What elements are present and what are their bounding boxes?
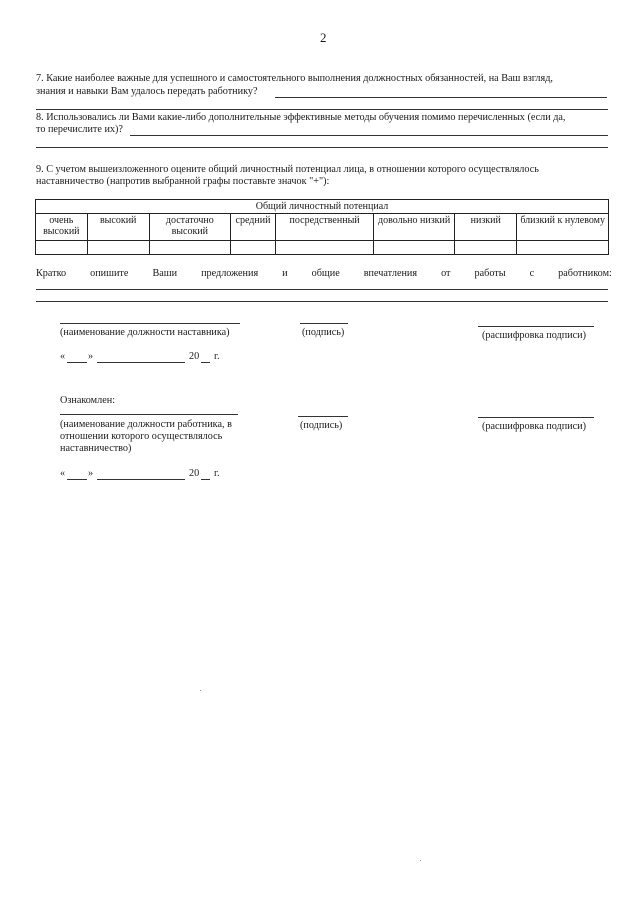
answer-8-line-1[interactable] (130, 135, 608, 136)
mentor-date-open-quote: « (60, 351, 66, 362)
column-high: высокий (87, 214, 149, 241)
column-low: низкий (455, 214, 517, 241)
mark-cell-fairly-high[interactable] (149, 241, 230, 255)
mentor-signature-line[interactable] (300, 323, 348, 324)
employee-position-caption-line-1: (наименование должности работника, в (60, 419, 232, 430)
summary-word: работником: (558, 268, 612, 279)
summary-word: и (282, 268, 288, 279)
summary-answer-line-1[interactable] (36, 289, 608, 290)
mentor-decoding-line[interactable] (478, 326, 594, 327)
employee-signature-line[interactable] (298, 416, 348, 417)
employee-decoding-line[interactable] (478, 417, 594, 418)
acquainted-label: Ознакомлен: (60, 395, 116, 406)
employee-date-year[interactable] (201, 479, 210, 480)
question-7-line-1: 7. Какие наиболее важные для успешного и самостоятельного выполнения должностных обязанностей, на Ваш взгляд, (36, 73, 553, 84)
column-rather-low: довольно низкий (374, 214, 455, 241)
scan-speck (420, 860, 421, 861)
employee-date-year-prefix: 20 (189, 468, 200, 479)
mentor-position-caption: (наименование должности наставника) (60, 327, 230, 338)
question-8-line-1: 8. Использовались ли Вами какие-либо дополнительные эффективные методы обучения помимо перечисленных (если да, (36, 112, 566, 123)
mentor-date-month[interactable] (97, 362, 185, 363)
mentor-date-year[interactable] (201, 362, 210, 363)
employee-date-open-quote: « (60, 468, 66, 479)
summary-word: с (529, 268, 535, 279)
mark-cell-average[interactable] (230, 241, 275, 255)
summary-answer-line-2[interactable] (36, 301, 608, 302)
summary-prompt (36, 268, 612, 280)
potential-table (35, 199, 609, 255)
summary-word: от (441, 268, 451, 279)
summary-word: Ваши (152, 268, 178, 279)
mentor-date-year-prefix: 20 (189, 351, 200, 362)
column-near-zero: близкий к нулевому (517, 214, 609, 241)
column-average: средний (230, 214, 275, 241)
question-7-line-2: знания и навыки Вам удалось передать работнику? (36, 86, 258, 97)
question-9-line-1: 9. С учетом вышеизложенного оцените общий личностный потенциал лица, в отношении которого осуществлялось (36, 164, 539, 175)
summary-word: работы (474, 268, 506, 279)
column-very-high: очень высокий (36, 214, 88, 241)
employee-decoding-caption: (расшифровка подписи) (482, 421, 586, 432)
answer-8-line-2[interactable] (36, 147, 608, 148)
summary-word: впечатления (363, 268, 418, 279)
column-mediocre: посредственный (276, 214, 374, 241)
mentor-position-line[interactable] (60, 323, 240, 324)
summary-word: опишите (90, 268, 129, 279)
question-9-line-2: наставничество (напротив выбранной графы поставьте значок "+"): (36, 176, 330, 187)
employee-position-caption-line-3: наставничество) (60, 443, 132, 454)
employee-date-day[interactable] (67, 479, 87, 480)
summary-word: Кратко (36, 268, 67, 279)
scan-speck (200, 690, 201, 691)
answer-7-line-2[interactable] (36, 109, 608, 110)
answer-7-line-1[interactable] (275, 97, 607, 98)
employee-date-year-suffix: г. (214, 468, 220, 479)
mentor-signature-caption: (подпись) (302, 327, 345, 338)
employee-position-line[interactable] (60, 414, 238, 415)
mentor-date-year-suffix: г. (214, 351, 220, 362)
mentor-date-close-quote: » (88, 351, 94, 362)
mark-cell-near-zero[interactable] (517, 241, 609, 255)
summary-word: предложения (201, 268, 259, 279)
summary-word: общие (311, 268, 340, 279)
mark-cell-very-high[interactable] (36, 241, 88, 255)
mentor-decoding-caption: (расшифровка подписи) (482, 330, 586, 341)
column-fairly-high: достаточно высокий (149, 214, 230, 241)
employee-date-close-quote: » (88, 468, 94, 479)
mark-cell-low[interactable] (455, 241, 517, 255)
mentor-date-day[interactable] (67, 362, 87, 363)
employee-position-caption-line-2: отношении которого осуществлялось (60, 431, 223, 442)
potential-table-header: Общий личностный потенциал (36, 200, 609, 214)
mark-cell-high[interactable] (87, 241, 149, 255)
employee-signature-caption: (подпись) (300, 420, 343, 431)
question-8-line-2: то перечислите их)? (36, 124, 123, 135)
mark-cell-mediocre[interactable] (276, 241, 374, 255)
page-number: 2 (320, 30, 327, 45)
employee-date-month[interactable] (97, 479, 185, 480)
mark-cell-rather-low[interactable] (374, 241, 455, 255)
